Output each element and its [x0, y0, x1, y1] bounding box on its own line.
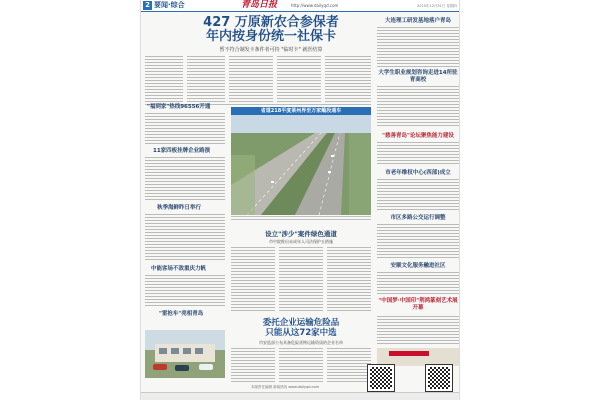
left-item-title-4: 中能客场不敌重庆力帆: [151, 266, 207, 272]
feature2-body-2: [279, 348, 323, 382]
right-item-title-3: "慈善青岛"论坛聚焦能力建设: [382, 133, 454, 139]
right-item-title-7: "中国梦·中国印"荆鸿篆刻艺术展开幕: [378, 298, 458, 311]
feature2-headline-line2: 只能从这72家中选: [265, 328, 337, 338]
right-item-body-2: [377, 86, 459, 128]
highway-illustration: [231, 115, 371, 215]
photo-banner: 省道218平度莱州界至万家鲻段通车: [231, 107, 371, 115]
lead-body-col1: [145, 56, 183, 102]
middle-story-subtitle: 市中院推出未成年人司法保护五措施: [269, 239, 333, 244]
right-item-body-5: [377, 224, 459, 260]
left-item-title-3: 秋季海鲜昨日举行: [157, 205, 202, 211]
cars-illustration: [145, 330, 225, 378]
feature2-body-3: [327, 348, 371, 382]
lead-body-col4: [277, 56, 321, 102]
lead-headline-line1: 427 万原新农合参保者: [203, 15, 339, 30]
middle-story-title: 设立"涉少"案件绿色通道: [265, 230, 337, 238]
right-item-body-1: [377, 27, 459, 67]
middle-story-body-2: [279, 247, 323, 311]
middle-story-body-3: [327, 247, 371, 311]
feature2-body-1: [231, 348, 275, 382]
left-item-title-2: 11家四板挂牌企业路演: [153, 148, 211, 154]
section-name: 要闻·综合: [154, 1, 185, 9]
middle-story-body-1: [231, 247, 275, 311]
lead-headline-line2: 年内按身份统一社保卡: [205, 29, 336, 44]
lead-body-col5: [325, 56, 371, 102]
left-margin: [0, 0, 140, 400]
bottom-strip: [141, 392, 460, 400]
qr-code-left: [367, 364, 395, 392]
left-item-title-5: "雷抢车"亮相青岛: [159, 311, 204, 317]
qr-pattern: [370, 367, 392, 389]
left-item-body-1: [145, 113, 225, 145]
right-item-title-2: 大学生职业规划咨询走进14所驻青高校: [378, 70, 458, 83]
right-item-title-1: 大连理工研发基地落户青岛: [384, 18, 451, 24]
qr-pattern: [428, 367, 450, 389]
masthead: [141, 0, 460, 12]
left-item-body-4: [145, 275, 225, 307]
lead-body-col3: [229, 56, 273, 102]
newspaper-page: [140, 0, 460, 400]
right-item-body-3: [377, 142, 459, 166]
lead-subhead: 暂不符合制发卡条件者可持 "临时卡" 就医结算: [219, 47, 323, 53]
right-item-body-4: [377, 179, 459, 211]
cars-photo: [145, 330, 225, 378]
footer-note: 本版责任编辑 新闻热线 www.dailyqd.com: [251, 385, 320, 389]
page-number: 2: [143, 1, 152, 10]
qr-code-right: [425, 364, 453, 392]
left-item-body-3: [145, 214, 225, 262]
paper-logo: 青岛日报: [241, 0, 278, 10]
exhibition-badge: [389, 351, 429, 356]
highway-photo: [231, 115, 371, 215]
issue-info: 2015年12月31日 星期四: [417, 4, 457, 8]
feature2-headline-line1: 委托企业运输危险品: [262, 318, 340, 328]
right-item-body-7: [377, 316, 459, 344]
right-margin: [460, 0, 600, 400]
right-item-body-6: [377, 272, 459, 294]
right-item-title-6: 安顺文化服务融进社区: [390, 263, 446, 269]
left-item-title-1: "福到家"热线96556开通: [147, 104, 211, 110]
right-item-title-5: 市区多路公交运行调整: [390, 215, 446, 221]
paper-url: http://www.dailyqd.com: [291, 3, 339, 8]
right-item-title-4: 市老年维权中心(西部)成立: [385, 170, 451, 176]
lead-body-col2: [187, 56, 225, 102]
photo-caption: [231, 216, 371, 222]
feature2-subtitle: 市安监部公布具备危险货物运输资质的企业名单: [259, 340, 343, 345]
left-item-body-2: [145, 157, 225, 201]
